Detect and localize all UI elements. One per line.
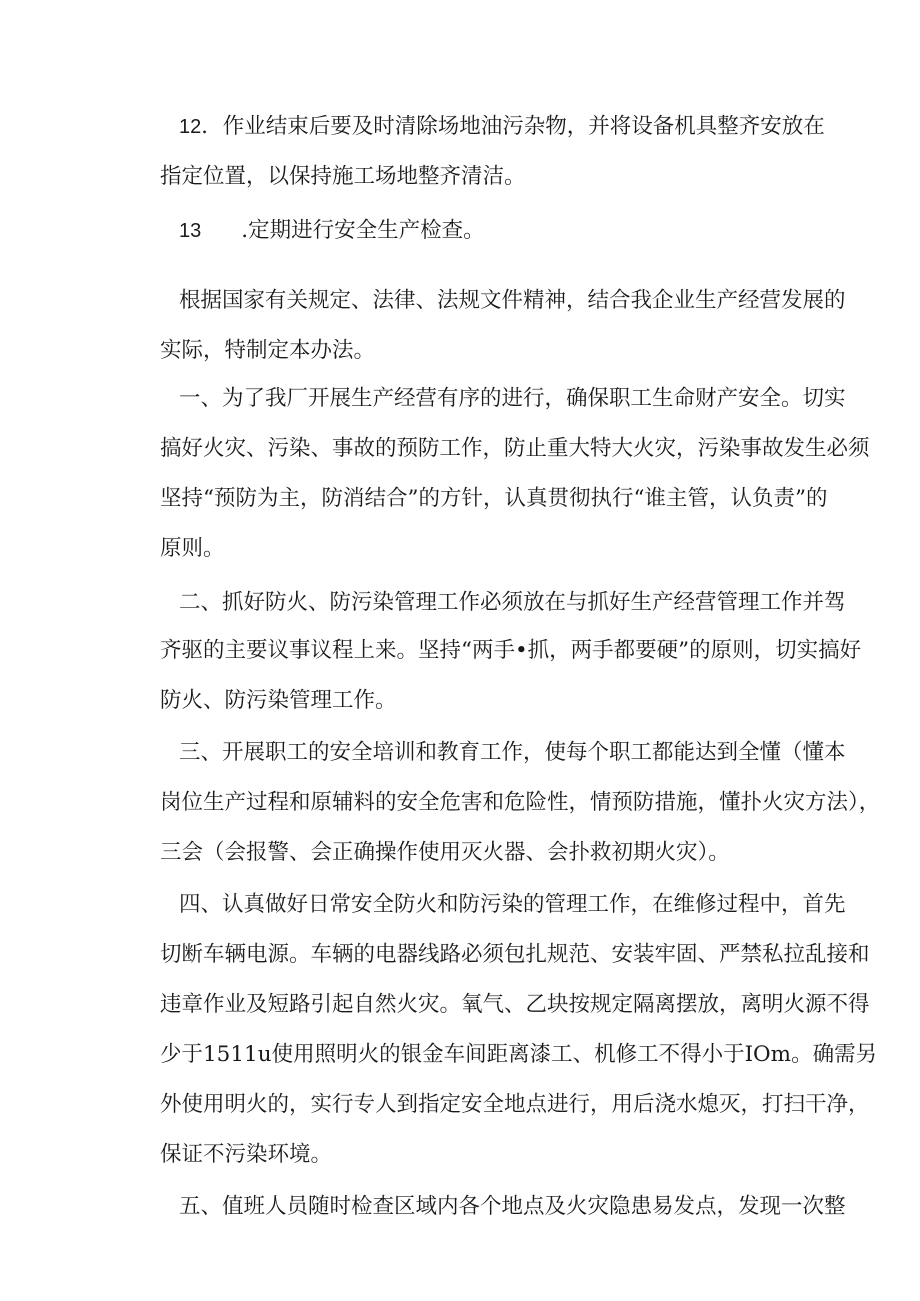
section-1-line-3: 坚持“预防为主，防消结合”的方针，认真贯彻执行“谁主管，认负责”的 [160, 486, 828, 511]
item-13-line [179, 216, 819, 246]
section-4-line-2: 切断车辆电源。车辆的电器线路必须包扎规范、安装牢固、严禁私拉乱接和 [160, 942, 870, 967]
intro-line-2: 实际，特制定本办法。 [160, 338, 376, 363]
section-2-line-1: 二、抓好防火、防污染管理工作必须放在与抓好生产经营管理工作并驾 [179, 590, 846, 615]
section-5-line-1: 五、值班人员随时检查区域内各个地点及火灾隐患易发点，发现一次整 [179, 1194, 846, 1219]
section-3-line-1: 三、开展职工的安全培训和教育工作，使每个职工都能达到全懂（懂本 [179, 740, 846, 765]
item-12-line-2: 指定位置，以保持施工场地整齐清洁。 [160, 164, 526, 189]
section-4-line-4: 少于1511u使用照明火的银金车间距离漆工、机修工不得小于IOm。确需另 [160, 1042, 878, 1067]
intro-line-1: 根据国家有关规定、法律、法规文件精神，结合我企业生产经营发展的 [179, 288, 846, 313]
section-2-line-3: 防火、防污染管理工作。 [160, 688, 397, 713]
item-12-text: ．作业结束后要及时清除场地油污杂物，并将设备机具整齐安放在 [201, 114, 825, 139]
section-4-line-5: 外使用明火的，实行专人到指定安全地点进行，用后浇水熄灭，打扫干净， [160, 1092, 870, 1117]
section-2-line-2: 齐驱的主要议事议程上来。坚持“两手•抓，两手都要硬”的原则，切实搞好 [160, 638, 862, 663]
section-1-line-2: 搞好火灾、污染、事故的预防工作，防止重大特大火灾，污染事故发生必须 [160, 436, 870, 461]
section-4-line-1: 四、认真做好日常安全防火和防污染的管理工作，在维修过程中，首先 [179, 892, 846, 917]
item-12-number: 12 [179, 116, 202, 138]
section-4-line-6: 保证不污染环境。 [160, 1142, 333, 1167]
section-4-line-3: 违章作业及短路引起自然火灾。氧气、乙块按规定隔离摆放，离明火源不得 [160, 992, 870, 1017]
item-13-text: .定期进行安全生产检查。 [241, 218, 485, 243]
section-3-line-2: 岗位生产过程和原辅料的安全危害和危险性，情预防措施，懂扑火灾方法）， [160, 790, 881, 815]
item-13-number: 13 [179, 220, 202, 242]
section-1-line-1: 一、为了我厂开展生产经营有序的进行，确保职工生命财产安全。切实 [179, 386, 846, 411]
section-3-line-3: 三会（会报警、会正确操作使用灭火器、会扑救初期火灾）。 [160, 840, 730, 865]
item-12-line-1 [179, 112, 825, 142]
section-1-line-4: 原则。 [160, 536, 225, 561]
